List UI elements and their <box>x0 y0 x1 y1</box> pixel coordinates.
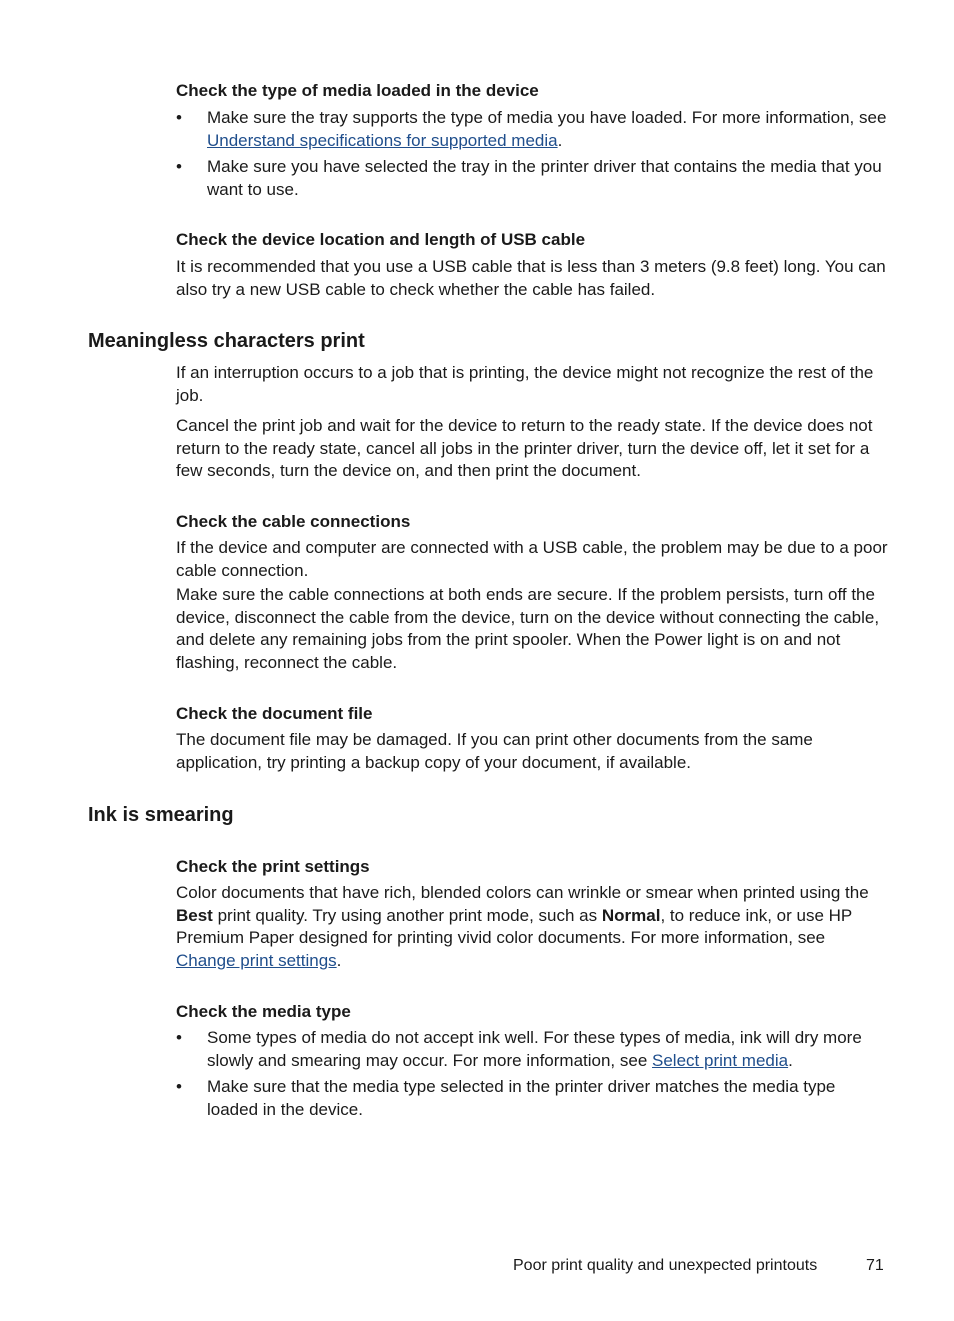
bullet-marker: • <box>176 1028 182 1047</box>
paragraph-text-part: , to reduce ink, or use HP Premium Paper designed for printing vivid color documents. For more information, see <box>176 905 852 947</box>
subheading-media-type: Check the media type <box>176 1002 351 1021</box>
list-item <box>176 1027 888 1072</box>
list-item-text-part: Make sure the tray supports the type of media you have loaded. For more information, see <box>207 108 887 127</box>
paragraph: If an interruption occurs to a job that is printing, the device might not recognize the rest of the job. <box>176 363 874 405</box>
paragraph-text-part: print quality. Try using another print mode, such as <box>212 905 602 925</box>
list-item-text-part: . <box>557 130 563 150</box>
subheading-cable-connections: Check the cable connections <box>176 512 411 531</box>
paragraph: Cancel the print job and wait for the device to return to the ready state. If the device does not return to the ready state, cancel all jobs in the printer driver, turn the device off, let it set for a few seconds, turn the device on, and then print the document. <box>176 416 873 480</box>
link-understand-specifications[interactable]: Understand specifications for supported media <box>207 130 558 150</box>
subheading-document-file: Check the document file <box>176 704 373 723</box>
list-item-text: Make sure that the media type selected in the printer driver matches the media type loaded in the device. <box>207 1077 836 1119</box>
paragraph: The document file may be damaged. If you can print other documents from the same application, try printing a backup copy of your document, if available. <box>176 730 813 772</box>
bold-term-best: Best <box>176 905 213 925</box>
subheading-usb-cable: Check the device location and length of USB cable <box>176 230 586 249</box>
list-item <box>176 156 888 201</box>
list-item-text-part: Some types of media do not accept ink well. For these types of media, ink will dry more slowly and smearing may occur. For more information, see <box>207 1028 862 1070</box>
list-item-text <box>207 107 888 152</box>
list-item-text: Make sure you have selected the tray in the printer driver that contains the media that you want to use. <box>207 157 882 199</box>
list-item-text-part: . <box>788 1050 793 1070</box>
list-item <box>176 107 888 152</box>
paragraph: If the device and computer are connected with a USB cable, the problem may be due to a poor cable connection. <box>176 538 888 580</box>
link-select-print-media[interactable]: Select print media <box>652 1050 789 1070</box>
list-item-text <box>207 1027 888 1072</box>
subheading-print-settings: Check the print settings <box>176 857 370 876</box>
paragraph: It is recommended that you use a USB cable that is less than 3 meters (9.8 feet) long. You can also try a new USB cable to check whether the cable has failed. <box>176 257 886 299</box>
list-item <box>176 1076 888 1121</box>
bold-term-normal: Normal <box>601 905 661 925</box>
bullet-marker: • <box>176 157 182 176</box>
footer-page-number: 71 <box>866 1257 884 1274</box>
link-change-print-settings[interactable]: Change print settings <box>176 950 337 970</box>
subheading-media-type-loaded: Check the type of media loaded in the device <box>176 81 539 100</box>
bullet-marker: • <box>176 1077 182 1096</box>
paragraph-text-part: Color documents that have rich, blended colors can wrinkle or smear when printed using the <box>176 883 869 902</box>
paragraph: Make sure the cable connections at both ends are secure. If the problem persists, turn off the device, disconnect the cable from the device, turn on the device without connecting the cable, and delete any remaining jobs from the print spooler. When the Power light is on and not flashing, reconnect the cable. <box>176 585 880 672</box>
footer-chapter-title: Poor print quality and unexpected printouts <box>513 1257 818 1274</box>
bullet-marker: • <box>176 108 182 127</box>
paragraph-text-part: . <box>336 950 342 970</box>
section-heading-meaningless-characters: Meaningless characters print <box>88 330 365 352</box>
paragraph <box>176 882 888 972</box>
section-heading-ink-smearing: Ink is smearing <box>88 804 234 826</box>
